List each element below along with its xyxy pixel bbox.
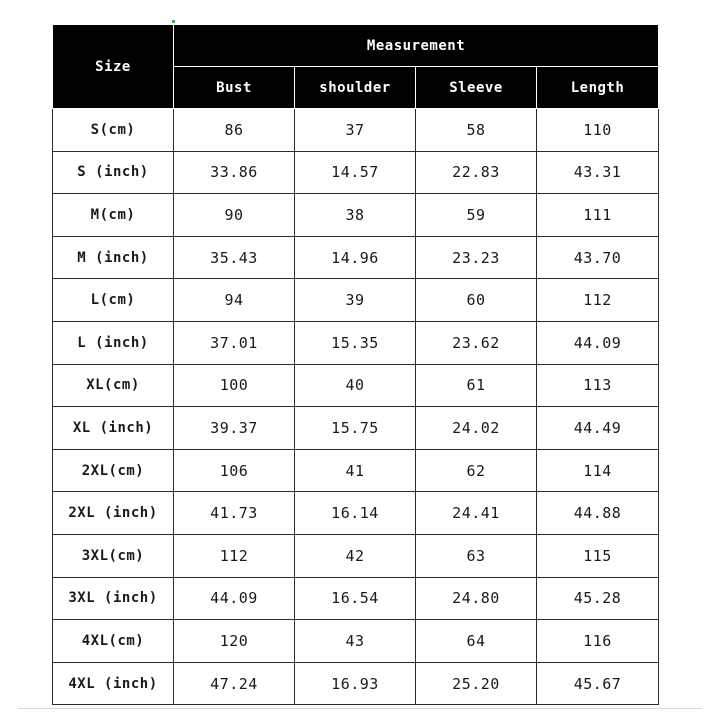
shoulder-value-cell: 15.75 — [295, 407, 416, 450]
bottom-divider — [18, 708, 702, 709]
size-column-header: Size — [53, 25, 174, 109]
sleeve-value-cell: 60 — [416, 279, 537, 322]
sleeve-value-cell: 23.23 — [416, 236, 537, 279]
size-label-cell: 4XL (inch) — [53, 662, 174, 705]
length-value-cell: 116 — [537, 620, 659, 663]
sleeve-value-cell: 25.20 — [416, 662, 537, 705]
size-label-cell: S(cm) — [53, 109, 174, 152]
shoulder-value-cell: 14.57 — [295, 151, 416, 194]
length-value-cell: 43.31 — [537, 151, 659, 194]
length-value-cell: 44.09 — [537, 321, 659, 364]
size-chart-table — [52, 24, 659, 705]
column-header-length: Length — [537, 67, 659, 109]
bust-value-cell: 106 — [174, 449, 295, 492]
bust-value-cell: 47.24 — [174, 662, 295, 705]
sleeve-value-cell: 63 — [416, 534, 537, 577]
bust-value-cell: 120 — [174, 620, 295, 663]
sleeve-value-cell: 24.02 — [416, 407, 537, 450]
shoulder-value-cell: 40 — [295, 364, 416, 407]
sleeve-value-cell: 24.80 — [416, 577, 537, 620]
bust-value-cell: 41.73 — [174, 492, 295, 535]
sleeve-value-cell: 22.83 — [416, 151, 537, 194]
measurement-group-header: Measurement — [174, 25, 659, 67]
size-label-cell: M (inch) — [53, 236, 174, 279]
size-label-cell: 2XL(cm) — [53, 449, 174, 492]
length-value-cell: 44.88 — [537, 492, 659, 535]
length-value-cell: 110 — [537, 109, 659, 152]
size-label-cell: XL(cm) — [53, 364, 174, 407]
length-value-cell: 44.49 — [537, 407, 659, 450]
corner-mark — [172, 20, 175, 23]
shoulder-value-cell: 16.14 — [295, 492, 416, 535]
shoulder-value-cell: 42 — [295, 534, 416, 577]
table-row — [53, 577, 659, 620]
column-header-sleeve: Sleeve — [416, 67, 537, 109]
bust-value-cell: 37.01 — [174, 321, 295, 364]
shoulder-value-cell: 39 — [295, 279, 416, 322]
column-header-bust: Bust — [174, 67, 295, 109]
size-label-cell: 3XL(cm) — [53, 534, 174, 577]
sleeve-value-cell: 24.41 — [416, 492, 537, 535]
table-body — [53, 109, 659, 705]
length-value-cell: 111 — [537, 194, 659, 237]
length-value-cell: 112 — [537, 279, 659, 322]
table-row — [53, 109, 659, 152]
table-row — [53, 279, 659, 322]
size-label-cell: 2XL (inch) — [53, 492, 174, 535]
bust-value-cell: 35.43 — [174, 236, 295, 279]
shoulder-value-cell: 16.93 — [295, 662, 416, 705]
table-row — [53, 407, 659, 450]
length-value-cell: 113 — [537, 364, 659, 407]
shoulder-value-cell: 41 — [295, 449, 416, 492]
size-label-cell: 3XL (inch) — [53, 577, 174, 620]
shoulder-value-cell: 38 — [295, 194, 416, 237]
column-header-shoulder: shoulder — [295, 67, 416, 109]
size-label-cell: M(cm) — [53, 194, 174, 237]
size-label-cell: L(cm) — [53, 279, 174, 322]
bust-value-cell: 90 — [174, 194, 295, 237]
shoulder-value-cell: 43 — [295, 620, 416, 663]
shoulder-value-cell: 14.96 — [295, 236, 416, 279]
shoulder-value-cell: 37 — [295, 109, 416, 152]
table-row — [53, 236, 659, 279]
size-label-cell: XL (inch) — [53, 407, 174, 450]
bust-value-cell: 39.37 — [174, 407, 295, 450]
table-row — [53, 492, 659, 535]
table-row — [53, 662, 659, 705]
length-value-cell: 43.70 — [537, 236, 659, 279]
length-value-cell: 45.28 — [537, 577, 659, 620]
table-row — [53, 449, 659, 492]
length-value-cell: 45.67 — [537, 662, 659, 705]
shoulder-value-cell: 15.35 — [295, 321, 416, 364]
table-row — [53, 620, 659, 663]
length-value-cell: 115 — [537, 534, 659, 577]
table-row — [53, 534, 659, 577]
bust-value-cell: 94 — [174, 279, 295, 322]
table-row — [53, 321, 659, 364]
sleeve-value-cell: 61 — [416, 364, 537, 407]
sleeve-value-cell: 64 — [416, 620, 537, 663]
table-row — [53, 364, 659, 407]
bust-value-cell: 44.09 — [174, 577, 295, 620]
length-value-cell: 114 — [537, 449, 659, 492]
sleeve-value-cell: 58 — [416, 109, 537, 152]
sleeve-value-cell: 23.62 — [416, 321, 537, 364]
bust-value-cell: 112 — [174, 534, 295, 577]
table-row — [53, 194, 659, 237]
bust-value-cell: 86 — [174, 109, 295, 152]
bust-value-cell: 33.86 — [174, 151, 295, 194]
size-label-cell: 4XL(cm) — [53, 620, 174, 663]
size-label-cell: S (inch) — [53, 151, 174, 194]
sleeve-value-cell: 62 — [416, 449, 537, 492]
bust-value-cell: 100 — [174, 364, 295, 407]
shoulder-value-cell: 16.54 — [295, 577, 416, 620]
table-row — [53, 151, 659, 194]
table-header — [53, 25, 659, 109]
size-label-cell: L (inch) — [53, 321, 174, 364]
sleeve-value-cell: 59 — [416, 194, 537, 237]
